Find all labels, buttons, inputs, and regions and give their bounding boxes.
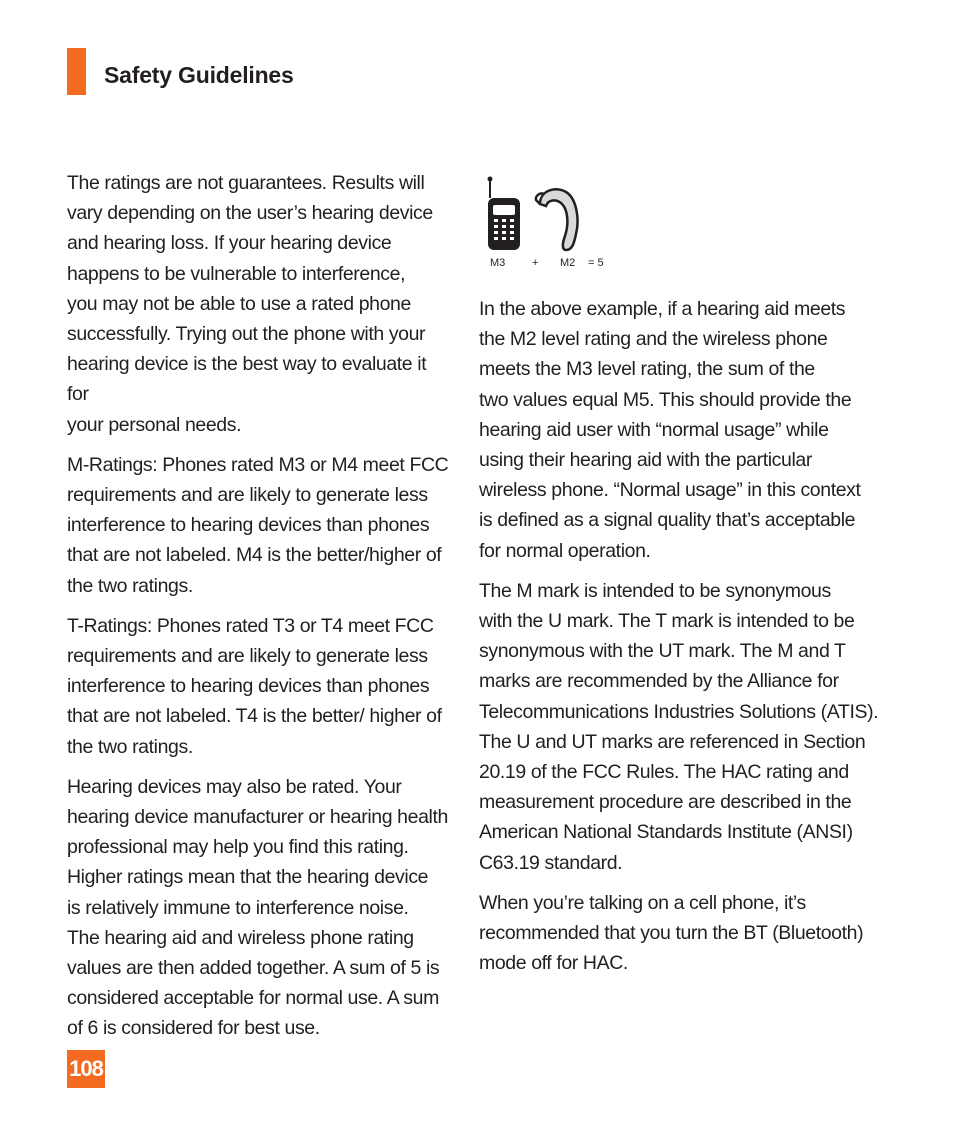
header-accent-bar (67, 48, 86, 95)
left-column (67, 168, 452, 1054)
sum-label: = 5 (588, 257, 604, 269)
paragraph: T-Ratings: Phones rated T3 or T4 meet FCC requirements and are likely to generate less interference to hearing devices than phones that are not labeled. T4 is the better/ higher of the two ratings. (67, 614, 442, 758)
hac-rating-figure (484, 174, 624, 272)
phone-rating-label: M3 (490, 257, 506, 269)
aid-rating-label: M2 (560, 257, 576, 269)
paragraph: In the above example, if a hearing aid meets the M2 level rating and the wireless phone meets the M3 level rating, the sum of the two values equal M5. This should provide the hearing aid user with “normal usage” while using their hearing aid with the particular wireless phone. “Normal usage” in this context is defined as a signal quality that’s acceptable for normal operation. (479, 298, 861, 562)
paragraph: The ratings are not guarantees. Results will vary depending on the user’s hearing device and hearing loss. If your hearing device happens to be vulnerable to interference, you may not be able to use a rated phone successfully. Trying out the phone with your hearing device is the best way to evaluate it for your personal needs. (67, 172, 433, 436)
paragraph: The M mark is intended to be synonymous with the U mark. The T mark is intended to be synonymous with the UT mark. The M and T marks are recommended by the Alliance for Telecommunications Industries Solutions (ATIS). The U and UT marks are referenced in Section 20.19 of the FCC Rules. The HAC rating and measurement procedure are described in the American National Standards Institute (ANSI) C63.19 standard. (479, 579, 879, 874)
phone-icon (488, 177, 521, 251)
paragraph: M-Ratings: Phones rated M3 or M4 meet FCC requirements and are likely to generate less interference to hearing devices than phones that are not labeled. M4 is the better/higher of the two ratings. (67, 453, 449, 597)
paragraph: Hearing devices may also be rated. Your hearing device manufacturer or hearing health professional may help you find this rating. Higher ratings mean that the hearing device is relatively immune to interference noise. The hearing aid and wireless phone rating values are then added together. A sum of 5 is considered acceptable for normal use. A sum of 6 is considered for best use. (67, 775, 448, 1040)
page-number: 108 (67, 1050, 105, 1088)
paragraph: When you’re talking on a cell phone, it’s recommended that you turn the BT (Bluetooth) mode off for HAC. (479, 891, 864, 975)
plus-sign: + (532, 257, 539, 269)
right-column (479, 294, 879, 988)
hearing-aid-icon (536, 189, 578, 250)
page-title: Safety Guidelines (104, 62, 294, 88)
